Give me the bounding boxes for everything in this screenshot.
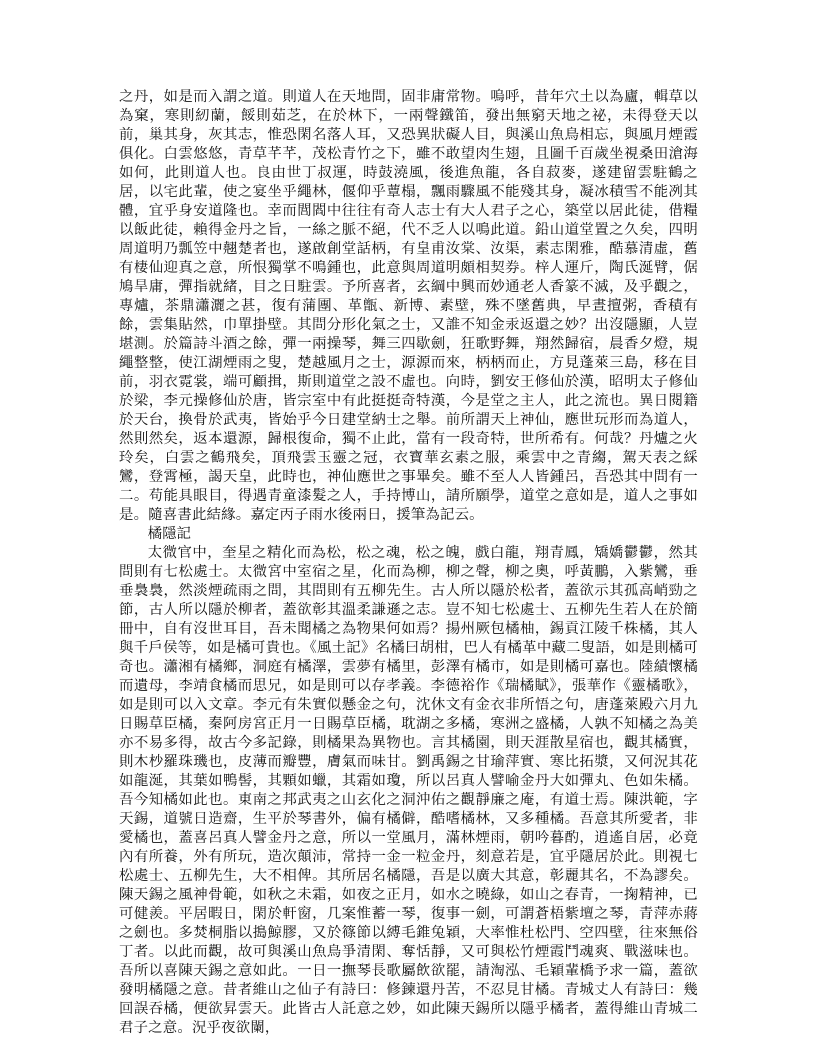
section-title-juyinji: 橘隱記 bbox=[147, 526, 191, 542]
paragraph-daotang-record: 之丹，如是而入謂之道。則道人在天地問，固非庸常物。嗚呼，昔年穴土以為廬，輯草以為窠，寒則紉蘭，餒則茹芝，在於林下，一兩聲鐵笛，發出無窮天地之祕，未得登天以前，巢其身，灰其志，惟恐閑名落人耳，又恐異狀礙人目，與溪山魚鳥相忘，與風月煙霞俱化。白雲悠悠，青草芊芊，茂松青竹之下，雖不敢望肉生翅，且圖千百歲坐視桑田滄海如何，此則道人也。良由世丁叔運，時鼓澆風，後進魚龍，各自菽麥，遂建留雲駐鶴之居，以宅此輩，使之宴坐乎繩林，偃仰乎蕈榻，飄雨驟風不能殘其身，凝冰積雪不能冽其體，宜乎身安道隆也。幸而閭閻中往往有奇人志士有大人君子之心，築堂以居此徒，借糧以飯此徒，賴得金丹之旨，一絲之脈不絕，代不乏人以鳴此道。鉛山道堂置之久矣，四明周道明乃瓢笠中翹楚者也，遂啟創堂話柄，有皇甫汝棠、汝渠，素志閑雅，酷慕清虛，舊有棲仙迎真之意，所恨獨掌不鳴鍾也，此意與周道明頗相契券。梓人運斤，陶氏涎臂，倨鳩旱庸，彈指就緒，目之日駐雲。予所喜者，玄綱中興而妙通老人香篆不滅，及乎觀之，專爐，茶鼎瀟灑之甚，復有蒲團、革甑、新博、素壁，殊不墜舊典，早晝擅粥，香積有餘，雲集貼然，巾單掛壁。其問分形化氣之士，又誰不知金汞返還之妙？出沒隱顯，人豈堪測。於篇詩斗酒之餘，彈一兩操琴，舞三四歇劍，狂歌野舞，翔然歸宿，晨香夕燈，規繩整整，使江湖煙雨之叟，楚越風月之士，源源而來，柄柄而止，方見蓬萊三島，移在目前，羽衣霓裳，端可顧揖，斯則道堂之設不虛也。向時，劉安王修仙於漢，昭明太子修仙於梁，李元操修仙於唐，皆宗室中有此挺挺奇特漢，今是堂之主人，此之流也。異日閱籍於天台，換骨於武夷，皆始乎今日建堂納士之舉。前所謂天上神仙，應世玩形而為道人，然則然矣，返本還源，歸根復命，獨不止此，當有一段奇特，世所希有。何哉？丹爐之火玲矣，白雲之鶴飛矣，頂飛雲玉靈之冠，衣寶華玄素之服，乘雲中之青縐，駕天表之綵鸞，登霄極，謁天皇，此時也，神仙應世之事畢矣。雖不至人人皆鍾呂，吾恐其中問有一二。苟能具眼目，得遇青童漆髮之人，手持博山，請所願學，道堂之意如是，道人之事如是。隨喜書此結緣。嘉定丙子雨水後兩日，援筆為記云。 bbox=[119, 89, 698, 523]
document-page bbox=[119, 88, 698, 1038]
paragraph-juyinji-body: 太微官中，奎星之精化而為松，松之魂，松之魄，戲白龍，翔青鳳，矯嬌鬱鬱，然其問則有七松處士。太微宮中室宿之星，化而為柳，柳之聲，柳之奧，呼黃鵬，入紫鸞，垂垂裊裊，然淡煙疏雨之問，其問則有五柳先生。古人所以隱於松者，蓋欲示其孤高峭勁之節，古人所以隱於柳者，蓋欲彰其溫柔謙遜之志。豈不知七松處士、五柳先生若人在於簡冊中，自有沒世耳目，吾未聞橘之為物果何如焉？揚州厥包橘柚，錫貢江陵千株橘，其人與千戶侯等，如是橘可貴也。《風土記》名橘曰胡柑，巴人有橘革中藏二叟語，如是則橘可奇也。瀟湘有橘鄉，洞庭有橘澤，雲夢有橘里，彭澤有橘市，如是則橘可嘉也。陸績懷橘而遺母，李靖食橘而思兄，如是則可以存孝義。李德裕作《瑞橘賦》，張華作《靈橘歌》，如是則可以入文章。李元有朱實似懸金之句，沈休文有金衣非所悟之句，唐蓬萊殿六月九日賜草臣橘，秦阿房宮正月一日賜草臣橘，耽湖之多橘，寒洲之盛橘，人孰不知橘之為美亦不易多得，故古今多記錄，則橘果為異物也。言其橘園，則天涯散星宿也，觀其橘實，則木杪羅珠璣也，皮薄而瓣豐，膚氣而味甘。劉禹錫之甘瑜萍實、寒比拓漿，又何況其花如龍涎，其葉如鴨髻，其顆如蠟，其霜如瓊，所以呂真人譬喻金丹大如彈丸、色如朱橘。吾今知橘如此也。東南之邦武夷之山玄化之洞沖佑之觀靜廉之庵，有道士焉。陳洪範，字天錫，道號日造齋，生平於琴書外，偏有橘僻，酷嗜橘林，又多種橘。吾意其所愛者，非愛橘也，蓋喜呂真人譬金丹之意，所以一堂風月，滿林煙雨，朝吟暮酌，逍遙自居，必竟內有所養，外有所玩，造次顛沛，常持一金一粒金丹，刻意若是，宜乎隱居於此。則視七松處士、五柳先生，大不相俾。其所居名橘隱，吾是以廣大其意，彰麗其名，不為謬矣。陳天錫之風神骨範，如秋之未霜，如夜之正月，如水之曉綠，如山之春青，一掬精神，已可健羨。平居暇日，閑於軒窗，几案惟蓄一琴，復事一劍，可謂蒼梧紫壇之琴，青萍赤蔣之劍也。多焚桐脂以搗鯨膠，又於篠節以縛毛錐兔穎，大率惟杜松門、空四壁，往來無俗丁者。以此而觀，故可與溪山魚鳥爭清閑、奪恬靜，又可與松竹煙霞鬥魂爽、戰滋味也。吾所以喜陳天錫之意如此。一日一撫琴長歌屬飲欲罷，請淘泓、毛穎輩橋予求一篇，蓋欲發明橘隱之意。昔者維山之仙子有詩曰：修鍊還丹苦，不忍見甘橘。青城丈人有詩曰：幾回誤吞橘，便欲昇雲天。此皆古人託意之妙，如此陳天錫所以隱乎橘者，蓋得維山青城二君子之意。況乎夜欲闌， bbox=[119, 545, 698, 1036]
